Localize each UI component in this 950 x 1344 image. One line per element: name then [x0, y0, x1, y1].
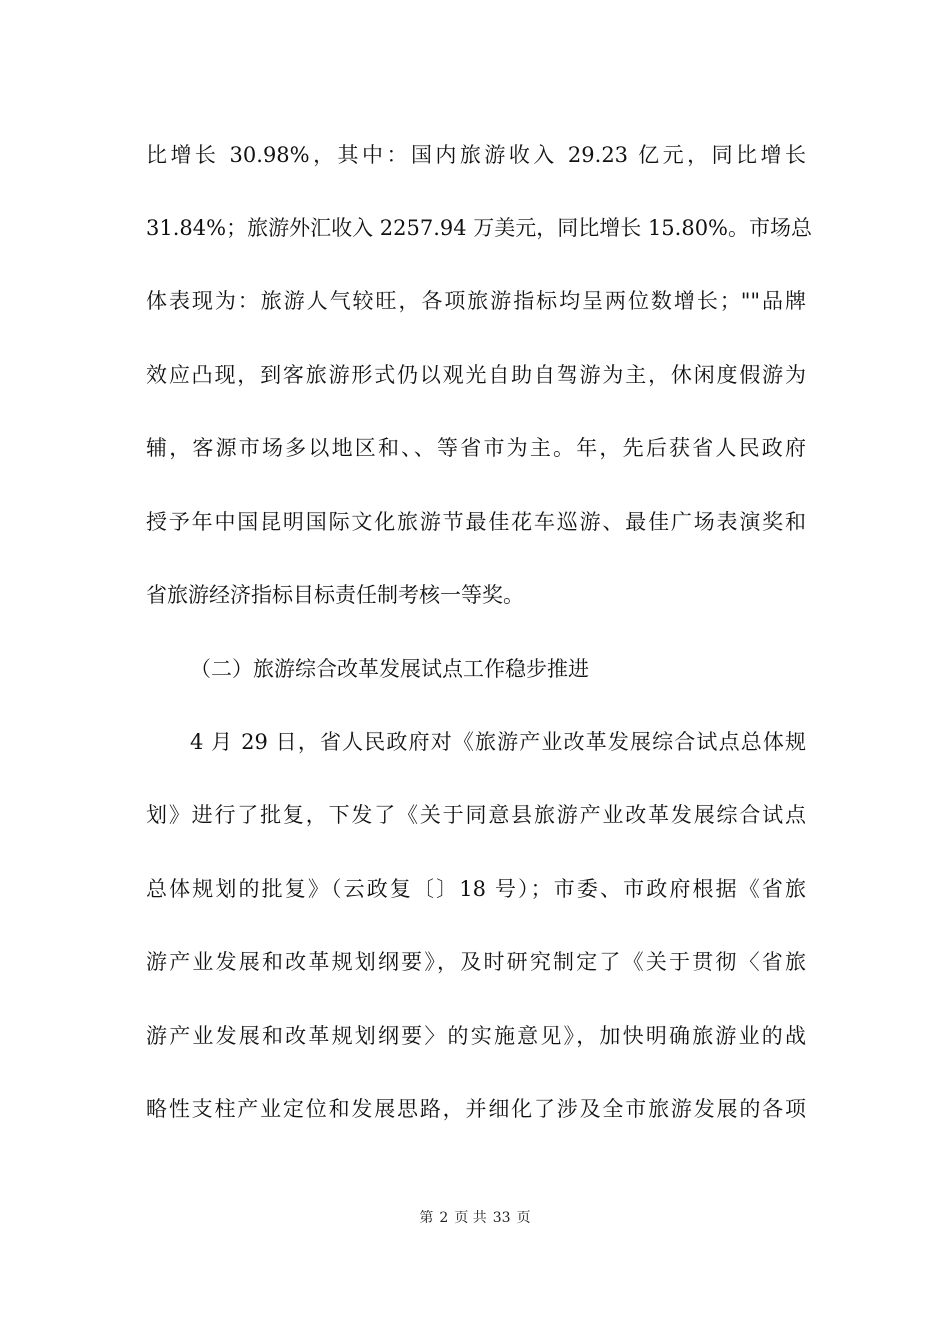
paragraph-line-4: 效应凸现，到客旅游形式仍以观光自助自驾游为主，休闲度假游为: [146, 363, 806, 387]
page-footer: [0, 1208, 950, 1228]
paragraph-line-12: 游产业发展和改革规划纲要》，及时研究制定了《关于贯彻〈省旅: [146, 950, 806, 974]
paragraph-line-6: 授予年中国昆明国际文化旅游节最佳花车巡游、最佳广场表演奖和: [146, 510, 806, 534]
section-heading: （二）旅游综合改革发展试点工作稳步推进: [190, 657, 589, 681]
paragraph-line-14: 略性支柱产业定位和发展思路，并细化了涉及全市旅游发展的各项: [146, 1097, 806, 1121]
paragraph-line-1: 比增长 30.98%，其中：国内旅游收入 29.23 亿元，同比增长: [146, 143, 806, 167]
footer-middle: 页 共: [454, 1210, 487, 1226]
paragraph-line-9: 4 月 29 日，省人民政府对《旅游产业改革发展综合试点总体规: [190, 730, 806, 754]
footer-page-number: 2: [439, 1210, 449, 1226]
footer-suffix: 页: [516, 1210, 531, 1226]
paragraph-line-5: 辅，客源市场多以地区和、、等省市为主。年，先后获省人民政府: [146, 436, 806, 460]
paragraph-line-10: 划》进行了批复，下发了《关于同意县旅游产业改革发展综合试点: [146, 803, 806, 827]
paragraph-line-7: 省旅游经济指标目标责任制考核一等奖。: [146, 583, 524, 607]
footer-total-pages: 33: [492, 1210, 511, 1226]
paragraph-line-11: 总体规划的批复》（云政复〔〕18 号）；市委、市政府根据《省旅: [146, 877, 806, 901]
footer-prefix: 第: [419, 1210, 434, 1226]
paragraph-line-2: 31.84%；旅游外汇收入 2257.94 万美元，同比增长 15.80%。市场总: [146, 216, 813, 240]
paragraph-line-3: 体表现为：旅游人气较旺，各项旅游指标均呈两位数增长；""品牌: [146, 289, 806, 313]
paragraph-line-13: 游产业发展和改革规划纲要〉的实施意见》，加快明确旅游业的战: [146, 1024, 806, 1048]
